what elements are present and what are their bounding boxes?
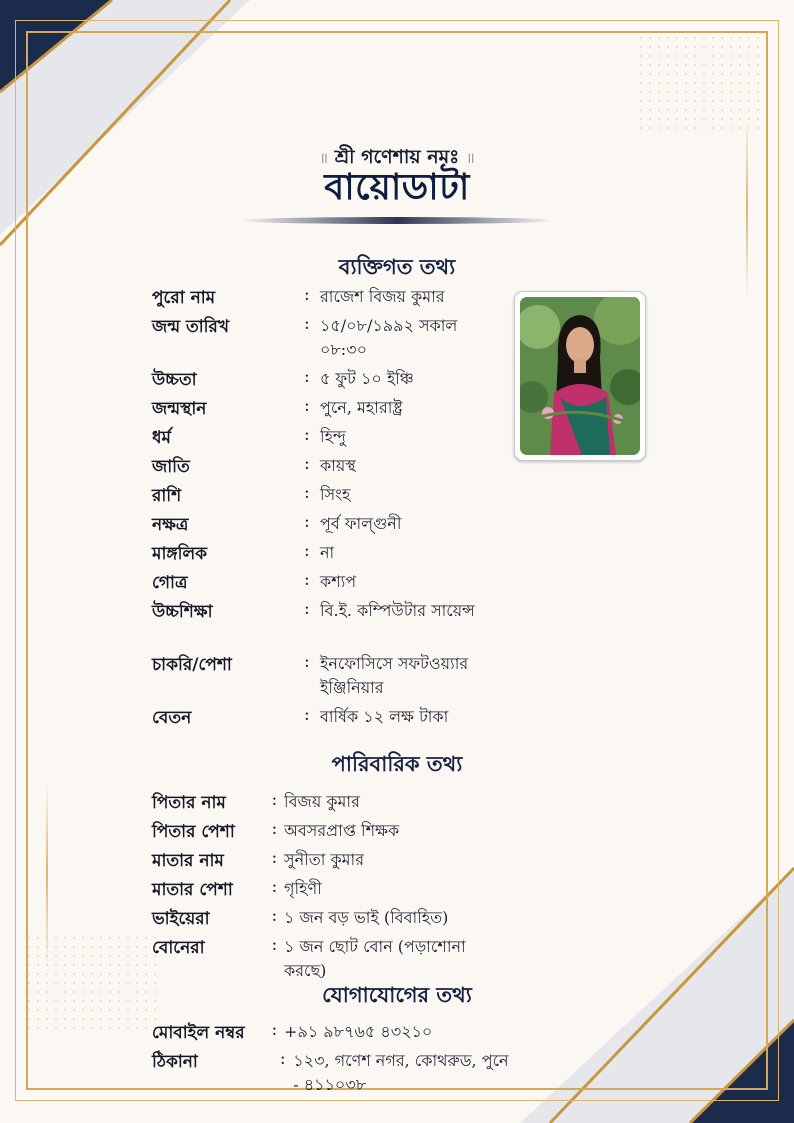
row-separator: :: [304, 541, 310, 561]
info-row: [152, 396, 512, 425]
row-value: সুনীতা কুমার: [284, 850, 364, 869]
section-title-personal: ব্যক্তিগত তথ্য: [338, 254, 456, 279]
row-value: ১ জন বড় ভাই (বিবাহিত): [284, 908, 449, 927]
row-label: রাশি: [152, 486, 182, 506]
info-row: [152, 1020, 512, 1049]
info-row: [152, 935, 512, 980]
row-separator: :: [304, 285, 310, 305]
personal-info-list: [152, 285, 512, 734]
info-row: [152, 512, 512, 541]
row-separator: :: [304, 425, 310, 445]
row-value: গৃহিণী: [284, 879, 322, 898]
row-value: বি.ই. কম্পিউটার সায়েন্স: [320, 601, 475, 620]
info-row: [152, 1049, 512, 1097]
row-value: হিন্দু: [320, 427, 346, 446]
info-row: [152, 285, 512, 314]
row-value: ১ জন ছোট বোন (পড়াশোনা করছে): [284, 937, 466, 980]
row-value: কায়স্থ: [320, 456, 356, 475]
row-label: পিতার নাম: [152, 793, 226, 813]
row-separator: :: [304, 483, 310, 503]
row-separator: :: [304, 705, 310, 725]
info-row: [152, 848, 512, 877]
row-label: বোনেরা: [152, 938, 205, 958]
row-label: জন্ম তারিখ: [152, 317, 230, 337]
row-label: চাকরি/পেশা: [152, 655, 232, 675]
row-label: গোত্র: [152, 573, 188, 593]
row-value: সিংহ: [320, 485, 351, 504]
family-info-list: [152, 790, 512, 980]
row-separator: :: [271, 790, 278, 810]
row-label: মাতার পেশা: [152, 880, 233, 900]
row-separator: :: [271, 935, 278, 955]
info-row: [152, 906, 512, 935]
info-row: [152, 483, 512, 512]
gold-accent-line: [46, 780, 48, 970]
section-title-contact: যোগাযোগের তথ্য: [322, 982, 472, 1007]
row-separator: :: [271, 1020, 278, 1040]
row-separator: :: [271, 906, 278, 926]
row-separator: :: [271, 848, 278, 868]
info-row: [152, 705, 512, 734]
row-label: উচ্চতা: [152, 370, 197, 390]
title-divider: [238, 217, 556, 224]
row-separator: :: [304, 599, 310, 619]
row-separator: :: [279, 1049, 286, 1069]
row-separator: :: [304, 367, 310, 387]
row-separator: :: [304, 396, 310, 416]
info-row: [152, 819, 512, 848]
row-separator: :: [304, 314, 310, 334]
info-row: [152, 652, 512, 705]
info-row: [152, 599, 512, 652]
row-value: ইনফোসিসে সফটওয়্যার ইঞ্জিনিয়ার: [320, 654, 469, 697]
row-separator: :: [304, 652, 310, 672]
row-separator: :: [304, 512, 310, 532]
row-label: মাতার নাম: [152, 851, 224, 871]
row-value: কশ্যপ: [320, 572, 357, 591]
row-label: উচ্চশিক্ষা: [152, 602, 213, 622]
info-row: [152, 425, 512, 454]
row-separator: :: [304, 454, 310, 474]
row-value: বার্ষিক ১২ লক্ষ টাকা: [320, 707, 449, 726]
row-value: পূর্ব ফাল্গুনী: [320, 514, 402, 533]
row-label: মোবাইল নম্বর: [152, 1023, 245, 1043]
portrait-image: [520, 297, 640, 455]
row-value: পুনে, মহারাষ্ট্র: [320, 398, 403, 417]
row-label: ভাইয়েরা: [152, 909, 210, 929]
row-label: পিতার পেশা: [152, 822, 235, 842]
row-value: +৯১ ৯৮৭৬৫ ৪৩২১০: [284, 1022, 433, 1041]
row-label: মাঙ্গলিক: [152, 544, 208, 564]
row-value: রাজেশ বিজয় কুমার: [320, 287, 445, 306]
info-row: [152, 877, 512, 906]
info-row: [152, 454, 512, 483]
row-label: বেতন: [152, 708, 192, 728]
row-label: নক্ষত্র: [152, 515, 189, 535]
row-value: ১২৩, গণেশ নগর, কোথরুড, পুনে - ৪১১০৩৮: [293, 1051, 509, 1094]
invocation-text: শ্রী গণেশায় নমঃ: [334, 146, 460, 168]
info-row: [152, 790, 512, 819]
row-label: ধর্ম: [152, 428, 171, 448]
row-label: জন্মস্থান: [152, 399, 207, 419]
profile-photo: [514, 291, 646, 461]
info-row: [152, 314, 512, 367]
row-separator: :: [304, 570, 310, 590]
page-title: বায়োডাটা: [324, 166, 470, 208]
info-row: [152, 570, 512, 599]
row-value: না: [320, 543, 335, 562]
row-value: বিজয় কুমার: [284, 792, 360, 811]
info-row: [152, 541, 512, 570]
row-value: ১৫/০৮/১৯৯২ সকাল ০৮:৩০: [320, 316, 458, 359]
row-label: ঠিকানা: [152, 1052, 198, 1072]
row-value: ৫ ফুট ১০ ইঞ্চি: [320, 369, 414, 388]
row-label: পুরো নাম: [152, 288, 216, 308]
row-label: জাতি: [152, 457, 190, 477]
ornament-left: ॥: [319, 149, 329, 167]
row-separator: :: [271, 877, 278, 897]
row-separator: :: [271, 819, 278, 839]
section-title-family: পারিবারিক তথ্য: [331, 751, 463, 776]
ornament-right: ॥: [465, 149, 475, 167]
contact-info-list: [152, 1020, 512, 1097]
info-row: [152, 367, 512, 396]
row-value: অবসরপ্রাপ্ত শিক্ষক: [284, 821, 400, 840]
